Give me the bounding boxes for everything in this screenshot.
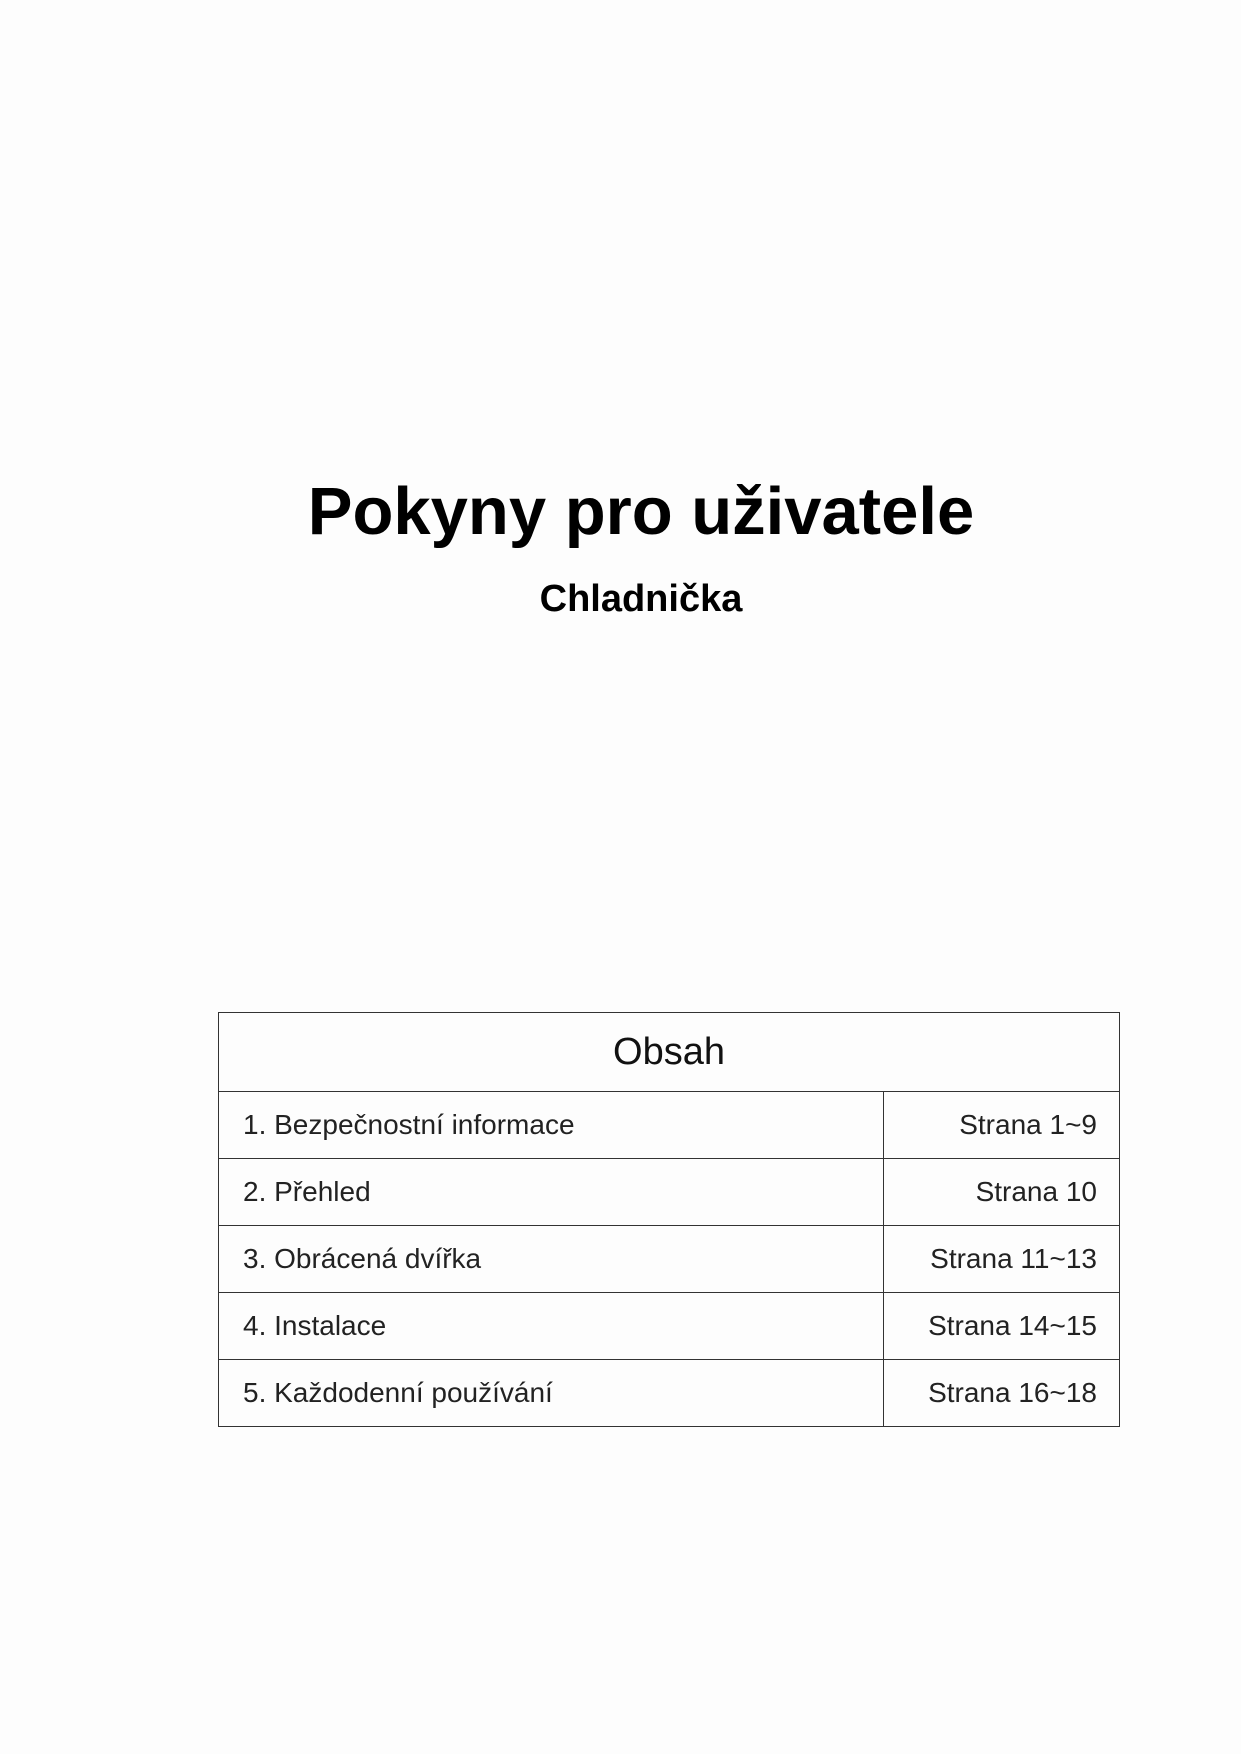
table-of-contents bbox=[218, 1012, 1120, 1427]
toc-heading: Obsah bbox=[219, 1013, 1120, 1092]
toc-row bbox=[219, 1360, 1120, 1427]
toc-entry-label: 1. Bezpečnostní informace bbox=[219, 1092, 884, 1159]
toc-entry-page: Strana 10 bbox=[884, 1159, 1120, 1226]
page-subtitle: Chladnička bbox=[539, 578, 743, 620]
page-title: Pokyny pro uživatele bbox=[307, 474, 975, 549]
toc-entry-page: Strana 14~15 bbox=[884, 1293, 1120, 1360]
toc-entry-label: 5. Každodenní používání bbox=[219, 1360, 884, 1427]
toc-row bbox=[219, 1226, 1120, 1293]
toc-row bbox=[219, 1092, 1120, 1159]
toc-entry-label: 3. Obrácená dvířka bbox=[219, 1226, 884, 1293]
toc-entry-page: Strana 16~18 bbox=[884, 1360, 1120, 1427]
toc-entry-page: Strana 11~13 bbox=[884, 1226, 1120, 1293]
toc-entry-page: Strana 1~9 bbox=[884, 1092, 1120, 1159]
toc-row bbox=[219, 1159, 1120, 1226]
toc-entry-label: 2. Přehled bbox=[219, 1159, 884, 1226]
toc-entry-label: 4. Instalace bbox=[219, 1293, 884, 1360]
toc-row bbox=[219, 1293, 1120, 1360]
